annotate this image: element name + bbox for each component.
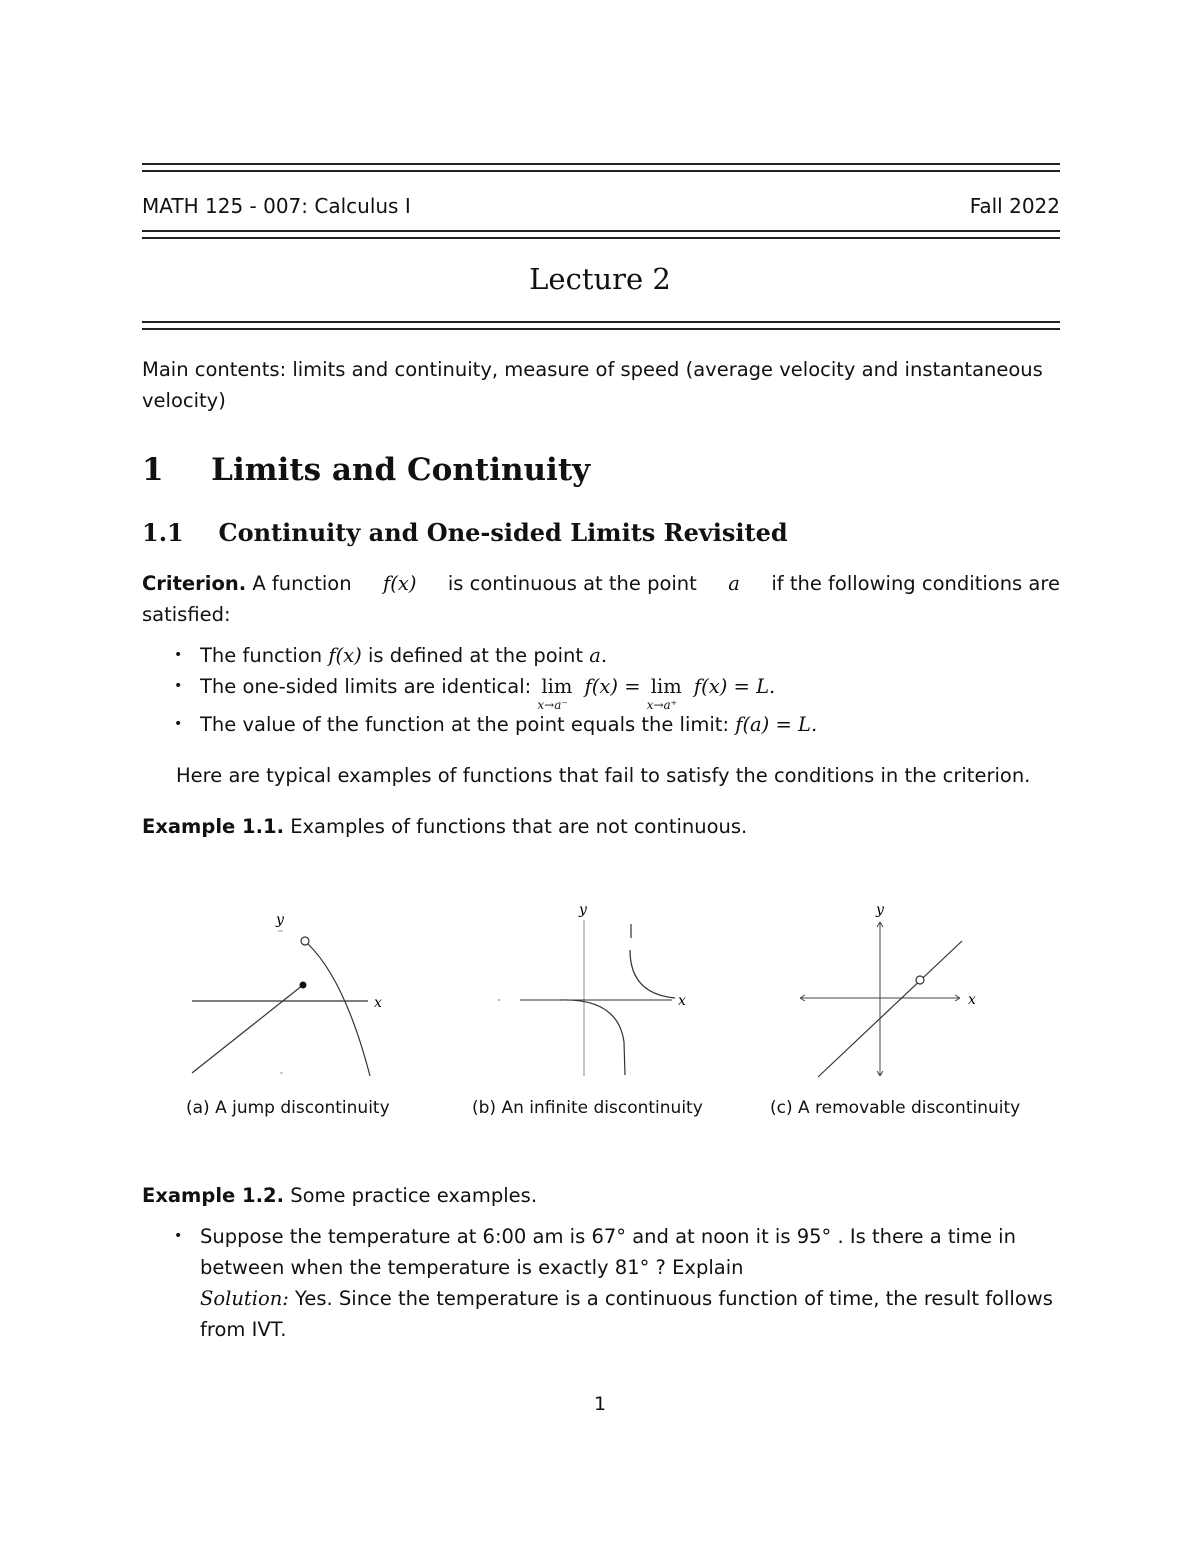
solution-text: from IVT.	[200, 1318, 287, 1341]
math-fx: f(x)	[383, 572, 417, 595]
line-graph	[818, 941, 962, 1077]
limit-left	[537, 671, 573, 712]
lim-operator: lim	[650, 675, 682, 698]
title-rule	[142, 328, 1060, 330]
criterion-text: satisfied:	[142, 603, 231, 626]
filled-endpoint	[300, 982, 307, 989]
condition-text: The function	[200, 644, 323, 667]
example-1-1	[142, 811, 747, 842]
right-branch	[630, 950, 675, 998]
term-label: Fall 2022	[969, 194, 1060, 218]
caption-c	[770, 1098, 1020, 1118]
open-endpoint	[301, 937, 309, 945]
math-fx: f(x)	[328, 644, 362, 667]
y-axis-label: y	[579, 902, 587, 918]
list-item	[142, 671, 1060, 712]
x-axis-label: x	[374, 995, 382, 1011]
subsection-number: 1.1	[142, 518, 184, 547]
right-branch	[308, 944, 370, 1076]
figure-removable-discontinuity	[800, 902, 976, 1077]
example-label: Example 1.2.	[142, 1184, 284, 1207]
condition-text: The value of the function at the point equals the limit:	[200, 713, 730, 736]
criterion-paragraph	[142, 568, 1060, 630]
y-axis-label: y	[876, 902, 884, 918]
list-item	[142, 709, 1060, 740]
solution-label: Solution:	[200, 1287, 289, 1310]
section-title: Limits and Continuity	[211, 452, 591, 488]
example-text: Examples of functions that are not continuous.	[290, 815, 748, 838]
lecture-title: Lecture 2	[529, 262, 671, 296]
bullet-icon: •	[174, 678, 183, 694]
header-rule	[142, 237, 1060, 239]
x-axis-label: x	[968, 992, 976, 1008]
section-number: 1	[142, 452, 164, 488]
subsection-title: Continuity and One-sided Limits Revisited	[218, 518, 788, 547]
example-label: Example 1.1.	[142, 815, 284, 838]
discontinuity-figures	[140, 880, 1060, 1100]
main-contents	[142, 354, 1060, 416]
figure-jump-discontinuity	[192, 912, 382, 1076]
list-item	[142, 1221, 1060, 1345]
lim-subscript: x→a⁺	[646, 698, 678, 712]
condition-text: is defined at the point	[367, 644, 584, 667]
practice-question-line: between when the temperature is exactly 81° ? Explain	[200, 1256, 744, 1279]
header-rule	[142, 163, 1060, 165]
title-rule	[142, 321, 1060, 323]
main-contents-line: Main contents: limits and continuity, measure of speed (average velocity and instantaneous	[142, 358, 1043, 381]
limit-right	[646, 671, 682, 712]
page-number: 1	[593, 1393, 607, 1415]
math-expression: f(x) =	[584, 675, 641, 698]
left-branch	[192, 985, 303, 1073]
typical-examples-text: Here are typical examples of functions that fail to satisfy the conditions in the criterion.	[176, 764, 1031, 787]
condition-text: The one-sided limits are identical:	[200, 675, 532, 698]
math-expression: f(a) = L.	[735, 713, 818, 736]
course-title: MATH 125 - 007: Calculus I	[142, 194, 411, 218]
list-item	[142, 640, 1060, 671]
section-heading	[142, 452, 590, 488]
subsection-heading	[142, 518, 788, 547]
practice-examples-list	[142, 1221, 1060, 1345]
lim-operator: lim	[541, 675, 573, 698]
figure-caption: (c) A removable discontinuity	[770, 1098, 1021, 1118]
y-axis-label: y	[276, 912, 284, 928]
caption-a	[186, 1098, 390, 1118]
header-rule	[142, 230, 1060, 232]
solution-text: Yes. Since the temperature is a continuous function of time, the result follows	[295, 1287, 1053, 1310]
caption-b	[472, 1098, 703, 1118]
figure-infinite-discontinuity	[498, 902, 686, 1076]
hole-point	[916, 976, 924, 984]
bullet-icon: •	[174, 1228, 183, 1244]
criterion-text: is continuous at the point	[447, 572, 697, 595]
bullet-icon: •	[174, 716, 183, 732]
math-expression: f(x) = L.	[693, 675, 776, 698]
criterion-conditions	[142, 640, 1060, 740]
example-text: Some practice examples.	[290, 1184, 538, 1207]
math-a: a.	[589, 644, 608, 667]
criterion-text: if the following conditions are	[771, 572, 1060, 595]
practice-question-line: Suppose the temperature at 6:00 am is 67° and at noon it is 95° . Is there a time in	[200, 1225, 1016, 1248]
left-branch	[560, 1000, 625, 1075]
header-rule	[142, 170, 1060, 172]
example-1-2	[142, 1180, 537, 1211]
lim-subscript: x→a⁻	[537, 698, 568, 712]
figure-caption: (a) A jump discontinuity	[186, 1098, 390, 1118]
bullet-icon: •	[174, 647, 183, 663]
main-contents-line: velocity)	[142, 389, 226, 412]
criterion-text: A function	[252, 572, 352, 595]
criterion-label: Criterion.	[142, 572, 247, 595]
x-axis-label: x	[678, 993, 686, 1009]
figure-caption: (b) An infinite discontinuity	[472, 1098, 703, 1118]
math-a: a	[728, 572, 740, 595]
